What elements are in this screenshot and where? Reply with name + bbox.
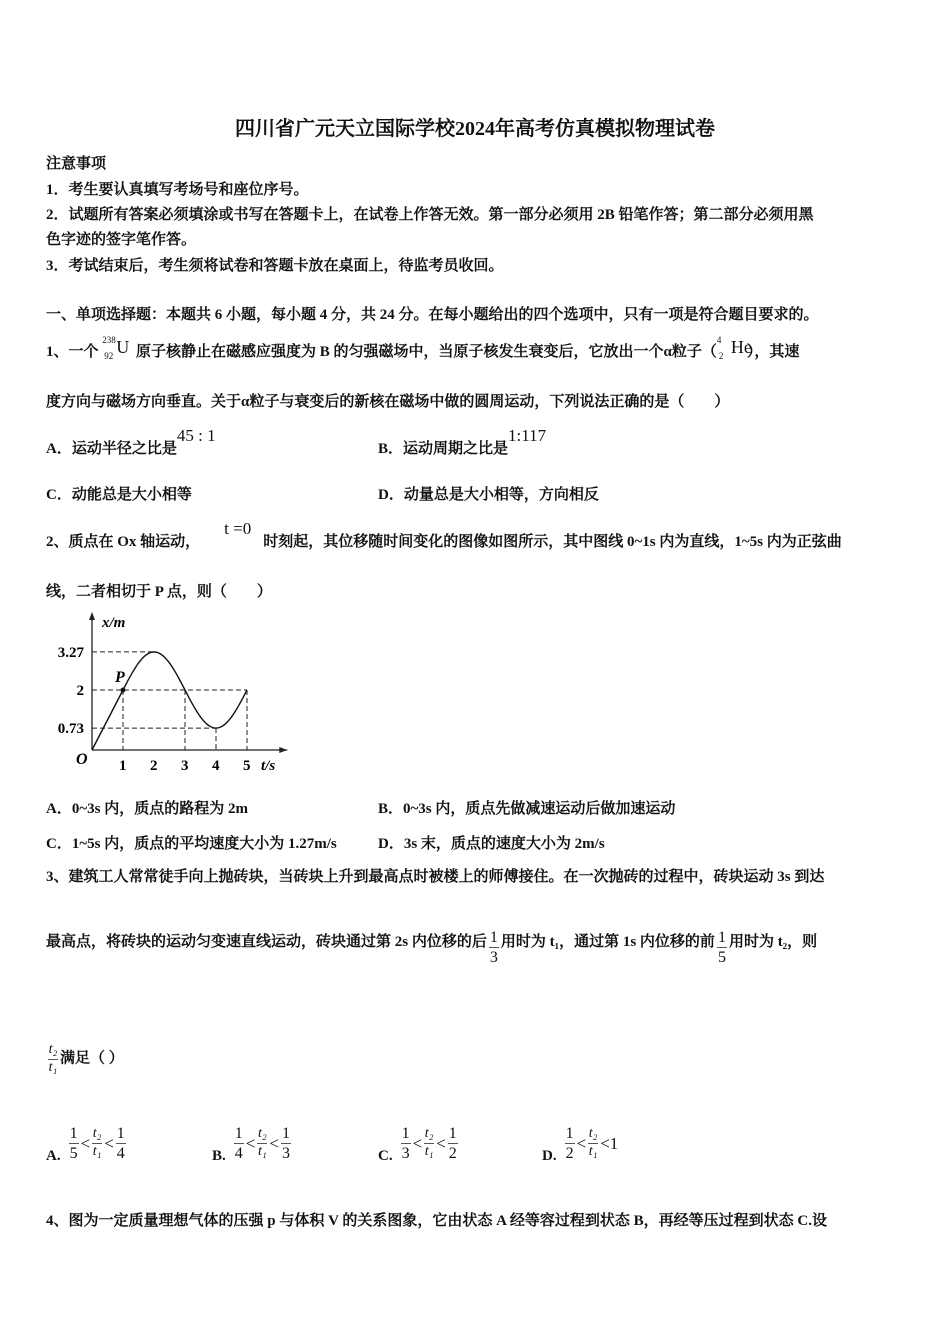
q1-line2: 度方向与磁场方向垂直。关于α粒子与衰变后的新核在磁场中做的圆周运动，下列说法正确的是（ ） [46, 394, 730, 410]
atomic-number: 2 [718, 350, 724, 361]
q1-mid: 原子核静止在磁感应强度为 B 的匀强磁场中，当原子核发生衰变后，它放出一个α粒子（ [136, 344, 717, 360]
x-tick-label: 4 [212, 758, 220, 774]
notice-item: 1．考生要认真填写考场号和座位序号。 [46, 182, 309, 198]
fraction [281, 1124, 291, 1163]
numerator: t₂ [92, 1126, 102, 1142]
denominator: 4 [116, 1145, 125, 1162]
option-label: C. [378, 1148, 393, 1164]
q1-line1 [46, 334, 800, 363]
x-axis-label: t/s [261, 758, 276, 774]
q3-line2 [46, 928, 817, 967]
numerator: 1 [448, 1124, 457, 1142]
denominator: 3 [401, 1145, 410, 1162]
numerator: 1 [69, 1124, 78, 1142]
q1-option-c: C．动能总是大小相等 [46, 487, 192, 503]
q2-line1 [46, 519, 842, 551]
numerator: 1 [116, 1124, 125, 1142]
origin-label: O [76, 751, 88, 768]
q3-line1: 3、建筑工人常常徒手向上抛砖块，当砖块上升到最高点时被楼上的师傅接住。在一次抛砖的过程中，砖块运动 3s 到达 [46, 869, 825, 885]
q1-option-d: D．动量总是大小相等，方向相反 [378, 487, 599, 503]
numerator: 1 [234, 1124, 243, 1142]
section-heading: 一、单项选择题：本题共 6 小题，每小题 4 分，共 24 分。在每小题给出的四个选项中，只有一项是符合题目要求的。 [46, 307, 819, 323]
y-tick-label: 0.73 [57, 721, 84, 738]
point-p [121, 688, 126, 693]
q3-text: 最高点，将砖块的运动匀变速直线运动，砖块通过第 2s 内位移的后 [46, 934, 487, 950]
less-than: < [412, 1133, 423, 1153]
ratio-fraction [588, 1126, 598, 1161]
q1-option-a [46, 426, 216, 458]
inequality [232, 1124, 293, 1163]
denominator: 2 [565, 1145, 574, 1162]
fraction [234, 1124, 244, 1163]
less-than: < [269, 1133, 279, 1153]
x-tick-label: 1 [119, 758, 127, 774]
option-math: 1:117 [508, 426, 547, 445]
fraction [489, 928, 499, 967]
y-axis-arrow-icon [89, 612, 95, 620]
q3-option-d [542, 1122, 618, 1165]
denominator: t₁ [588, 1144, 598, 1159]
option-label: A．运动半径之比是 [46, 441, 177, 457]
fraction [116, 1124, 126, 1163]
option-label: B．运动周期之比是 [378, 441, 509, 457]
element-symbol: U [116, 336, 130, 357]
numerator: t₂ [588, 1126, 598, 1142]
notice-item: 2．试题所有答案必须填涂或书写在答题卡上，在试卷上作答无效。第一部分必须用 2B 铅笔作答；第二部分必须用黑 [46, 207, 814, 223]
q3-text: 满足（ ） [60, 1050, 124, 1067]
x-tick-label: 3 [181, 758, 189, 774]
fraction [717, 928, 727, 967]
q2-option-b: B．0~3s 内，质点先做减速运动后做加速运动 [378, 801, 676, 817]
numerator: t₂ [48, 1042, 58, 1057]
q1-pre: 1、一个 [46, 344, 99, 360]
denominator: t₁ [48, 1059, 58, 1075]
q3-option-c [378, 1122, 460, 1165]
ratio-fraction [48, 1042, 58, 1077]
numerator: 1 [565, 1124, 574, 1142]
denominator: t₁ [424, 1144, 434, 1159]
ratio-fraction [424, 1126, 434, 1161]
ratio-fraction [92, 1126, 102, 1161]
q2-line2: 线，二者相切于 P 点，则（ ） [46, 584, 272, 600]
atomic-number: 92 [104, 350, 114, 361]
option-label: A. [46, 1148, 61, 1164]
numerator: 1 [401, 1124, 410, 1142]
less-than: < [600, 1133, 610, 1153]
fraction [565, 1124, 575, 1163]
q2-option-d: D．3s 末，质点的速度大小为 2m/s [378, 836, 605, 852]
element-symbol: He [730, 336, 752, 357]
option-math: 45 : 1 [176, 426, 216, 445]
numerator: t₂ [424, 1126, 434, 1142]
uranium-isotope [102, 334, 132, 363]
notice-heading: 注意事项 [46, 156, 107, 172]
fraction [448, 1124, 458, 1163]
numerator: t₂ [257, 1126, 267, 1142]
q4-line1: 4、图为一定质量理想气体的压强 p 与体积 V 的关系图象，它由状态 A 经等容过程到状态 B，再经等压过程到状态 C.设 [46, 1213, 828, 1229]
mass-number: 238 [102, 334, 116, 345]
q3-text: 用时为 t₂，则 [728, 934, 818, 950]
q3-option-b [212, 1122, 293, 1165]
page-title: 四川省广元天立国际学校2024年高考仿真模拟物理试卷 [235, 118, 715, 140]
q3-line3 [46, 1042, 124, 1077]
denominator: 5 [69, 1145, 78, 1162]
ratio-fraction [257, 1126, 267, 1161]
notice-item: 色字迹的签字笔作答。 [46, 232, 197, 248]
less-than: < [436, 1133, 446, 1153]
denominator: t₁ [257, 1144, 267, 1159]
helium-isotope [716, 334, 752, 363]
x-t-curve [92, 652, 247, 750]
numerator: 1 [717, 929, 726, 946]
q2-math: t =0 [224, 519, 252, 538]
point-p-label: P [115, 669, 125, 686]
option-label: D. [542, 1148, 557, 1164]
numerator: 1 [489, 929, 498, 946]
mass-number: 4 [716, 334, 722, 345]
q1-option-b [378, 426, 547, 458]
q1-post: ），其速 [746, 344, 800, 360]
notice-item: 3．考试结束后，考生须将试卷和答题卡放在桌面上，待监考员收回。 [46, 258, 504, 274]
inequality [399, 1124, 460, 1163]
x-tick-label: 5 [243, 758, 251, 774]
fraction [69, 1124, 79, 1163]
y-tick-label: 2 [76, 683, 84, 699]
upper-bound: 1 [609, 1133, 619, 1153]
denominator: 5 [717, 949, 726, 967]
numerator: 1 [281, 1124, 290, 1142]
y-tick-label: 3.27 [57, 644, 84, 661]
y-axis-label: x/m [102, 615, 126, 631]
inequality [67, 1124, 128, 1163]
q2-post: 时刻起，其位移随时间变化的图像如图所示，其中图线 0~1s 内为直线，1~5s 内为正弦曲 [263, 534, 842, 550]
q3-text: 用时为 t₁，通过第 1s 内位移的前 [500, 934, 715, 950]
q2-option-a: A．0~3s 内，质点的路程为 2m [46, 801, 248, 817]
fraction [401, 1124, 411, 1163]
less-than: < [576, 1133, 587, 1153]
x-tick-label: 2 [150, 758, 158, 774]
denominator: 3 [281, 1145, 290, 1162]
less-than: < [80, 1133, 91, 1153]
denominator: 4 [234, 1145, 243, 1162]
q2-option-c: C．1~5s 内，质点的平均速度大小为 1.27m/s [46, 836, 337, 852]
denominator: 2 [448, 1145, 457, 1162]
less-than: < [104, 1133, 114, 1153]
denominator: 3 [489, 949, 498, 967]
less-than: < [245, 1133, 256, 1153]
denominator: t₁ [92, 1144, 102, 1159]
q2-pre: 2、质点在 Ox 轴运动， [46, 534, 201, 550]
x-axis-arrow-icon [279, 747, 287, 753]
q3-option-a [46, 1122, 128, 1165]
option-label: B. [212, 1148, 226, 1164]
inequality [563, 1124, 619, 1163]
